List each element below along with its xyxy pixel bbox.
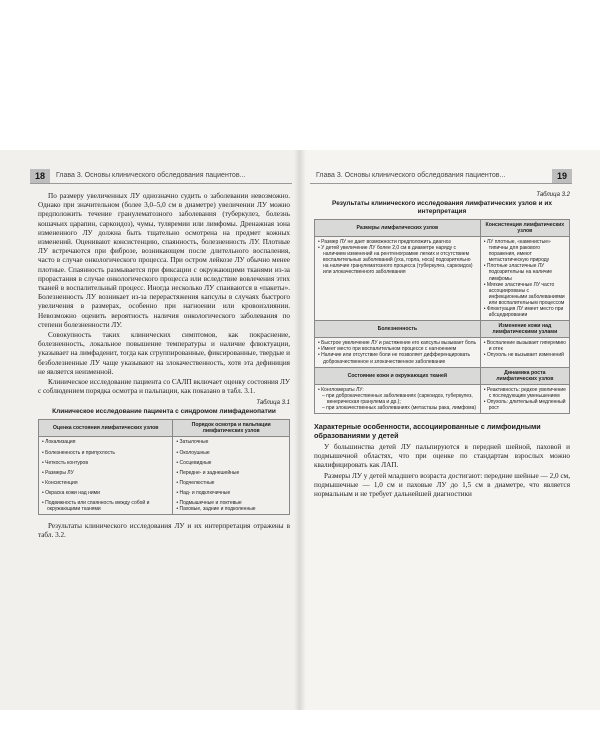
list-item: • Опухоль: длительный медленный рост (483, 398, 566, 411)
right-running-title: Глава 3. Основы клинического обследования пациентов... (316, 172, 506, 179)
list-item: • Наличие или отсутствие боли не позволяет дифференцировать доброкачественное и злокачественное заболевание (318, 352, 471, 365)
list-item: • У детей увеличение ЛУ более 2,0 см в диаметре наряду с наличием изменений на рентгенограмме легких и отсутствием воспалительных заболеваний (уха, горла, носа) подозрительно на наличие гранулематозного процесса (туберкулез, саркоидоз) или злокачественного заболевания (318, 245, 473, 276)
table-cell (173, 498, 290, 515)
left-running-title: Глава 3. Основы клинического обследования пациентов... (56, 172, 246, 179)
table-cell (173, 448, 290, 458)
book-spread (0, 150, 600, 710)
list-item: • Околоушные (176, 449, 210, 456)
list-item: • Над- и подключичные (176, 489, 231, 496)
list-item: • Консистенция (42, 479, 78, 486)
book-gutter-shadow (294, 150, 306, 710)
table-header-row (315, 321, 570, 338)
table-row (315, 384, 570, 413)
table-header-cell: Динамика роста лимфатических узлов (480, 367, 569, 384)
list-item: • Четкость контуров (42, 459, 88, 466)
list-item: • Флюктуация ЛУ имеет место при абсцедировании (483, 306, 564, 319)
table-header-cell: Состояние кожи и окружающих тканей (315, 367, 481, 384)
list-item: • Мягкие эластичные ЛУ часто ассоциированы с инфекционными заболеваниями или воспалительным процессом (483, 281, 565, 306)
list-item: • Паховые, задние и подколенные (176, 506, 256, 513)
right-paragraph-2: Размеры ЛУ у детей младшего возраста достигают: передние шейные — 2,0 см, подмышечные — 1,0 см и паховые ЛУ до 1,5 см в диаметре, что является нормальным и не требует дальнейшей диагностики (314, 471, 570, 498)
table-row (39, 437, 290, 448)
table-header-cell: Размеры лимфатических узлов (315, 220, 481, 237)
right-page-header (310, 168, 572, 184)
list-item: • Передне- и заднешейные (176, 469, 240, 476)
table-row (39, 488, 290, 498)
table-cell (480, 237, 569, 321)
table-header-row (315, 367, 570, 384)
table-cell (173, 458, 290, 468)
list-item: • Подмышечные и локтевые (176, 500, 242, 507)
table-row (315, 338, 570, 367)
table-cell (173, 437, 290, 448)
table-cell (315, 384, 481, 413)
table-cell (480, 384, 569, 413)
list-item: • Сосцевидные (176, 459, 212, 466)
table-header-cell: Изменение кожи над лимфатическими узлами (480, 321, 569, 338)
list-item: • Воспаление вызывает гиперемию и отек (483, 340, 566, 353)
table-header-row (39, 420, 290, 437)
table-cell (39, 437, 173, 448)
table-cell (39, 478, 173, 488)
list-item: • Имеет место при воспалительном процессе с нагноением (318, 346, 457, 353)
table-3-1-label: Таблица 3.1 (256, 400, 290, 407)
list-item: • Размеры ЛУ (42, 469, 74, 476)
right-page (300, 150, 600, 710)
table-row (315, 237, 570, 321)
table-3-2-title: Результаты клинического исследования лимфатических узлов и их интерпретация (332, 200, 552, 215)
table-row (39, 498, 290, 515)
list-item: • Опухоль не вызывает изменений (483, 352, 564, 359)
table-cell (39, 448, 173, 458)
table-header-row (315, 220, 570, 237)
left-page-header (30, 168, 292, 184)
table-cell (315, 338, 481, 367)
right-paragraph-1: У большинства детей ЛУ пальпируются в передней шейной, паховой и подмышечной областях, что при оценке по стандартам взрослых можно квалифицировать как ЛАП. (314, 442, 570, 470)
table-cell (39, 488, 173, 498)
list-item: • Локализация (42, 439, 76, 446)
table-row (39, 448, 290, 458)
list-item: • Размер ЛУ не дает возможности предположить диагноз (318, 239, 451, 245)
table-header-cell: Консистенция лимфатических узлов (480, 220, 569, 237)
left-paragraph-1: По размеру увеличенных ЛУ однозначно судить о заболевании невозможно. Однако при значительном (более 3,0–5,0 см в диаметре) увеличении ЛУ можно предположить течение гранулематозного заболевания (туберкулез, болезнь кошачьих царапин, саркоидоз), чумы, туляремии или лимфомы. Дренажная зона измененного ЛУ должна быть тщательно осмотрена на предмет кожных изменений. Оценивают консистенцию, спаянность, болезненность ЛУ. Плотные ЛУ встречаются при фиброзе, возникающем после длительного воспаления, часто в случае онкологического процесса. При остром лейкозе ЛУ обычно менее плотные. Спаянность размывается при фиксации с окружающими тканями из-за прорастания в случае онкологического процесса или вследствие вовлечения этих тканей в воспалительный процесс. Иногда несколько ЛУ спаиваются в «пакеты». Болезненность ЛУ возникает из-за перерастяжения капсулы в случаях быстрого увеличения в размерах, особенно при нагноении или кровоизлиянии. Невозможно оценить вероятность наличия онкологического заболевания по степени болезненности ЛУ. (38, 192, 290, 329)
list-item: • Затылочные (176, 439, 209, 446)
table-3-1 (38, 419, 290, 515)
table-row (39, 478, 290, 488)
list-item: • Реактивность: редкое увеличение с последующим уменьшением (483, 386, 566, 399)
table-3-1-title: Клиническое исследование пациента с синдромом лимфаденопатии (52, 408, 276, 416)
right-page-body (314, 192, 570, 500)
table-cell (173, 478, 290, 488)
table-cell (480, 338, 569, 367)
list-item: – при злокачественных заболеваниях (метастазы рака, лимфома) (322, 404, 477, 411)
section-heading: Характерные особенности, ассоциированные с лимфоидными образованиями у детей (314, 421, 541, 440)
left-page-body (38, 192, 290, 542)
list-item: – при доброкачественных заболеваниях (саркоидоз, туберкулез, венерическая гранулема и др.); (322, 392, 473, 405)
left-page-number: 18 (30, 169, 50, 183)
list-item: • Подчелюстные (176, 479, 215, 486)
list-item: • Конгломераты ЛУ: (318, 386, 364, 393)
list-item: • Быстрое увеличение ЛУ и растяжение его капсулы вызывает боль (318, 340, 477, 347)
list-item: • Болезненность и припухлость (42, 449, 115, 456)
right-page-number: 19 (552, 169, 572, 183)
list-item: • Подвижность или спаянность между собой и окружающими тканями (42, 500, 150, 513)
table-3-2 (314, 219, 570, 414)
table-cell (39, 458, 173, 468)
list-item: • Плотные эластичные ЛУ подозрительны на наличие лимфомы (483, 263, 553, 282)
table-row (39, 458, 290, 468)
table-header-cell: Порядок осмотра и пальпации лимфатических узлов (173, 420, 290, 437)
table-3-2-label: Таблица 3.2 (536, 192, 570, 198)
left-closing-paragraph: Результаты клинического исследования ЛУ и их интерпретация отражены в табл. 3.2. (38, 522, 290, 540)
table-row (39, 468, 290, 478)
table-cell (173, 488, 290, 498)
table-cell (39, 498, 173, 515)
table-cell (173, 468, 290, 478)
table-cell (39, 468, 173, 478)
table-header-cell: Болезненность (315, 321, 481, 338)
table-header-cell: Оценка состояния лимфатических узлов (39, 420, 173, 437)
left-paragraph-3: Клиническое исследование пациента со САЛП включает оценку состояния ЛУ с соблюдением порядка осмотра и пальпации, как показано в табл. 3.1. (38, 378, 290, 396)
left-page (0, 150, 300, 710)
left-paragraph-2: Совокупность таких клинических симптомов, как покраснение, болезненность, локальное повышение температуры и наличие флюктуации, указывает на лимфаденит, тогда как сгруппированные, фиксированные, твердые и безболезненные ЛУ чаще указывают на злокачественность, хотя эта дефиниция не является неизменной. (38, 331, 290, 376)
list-item: • ЛУ плотные, «каменистые» типичны для ракового поражения, имеют метастатическую природу (483, 239, 551, 264)
list-item: • Окраска кожи над ними (42, 489, 100, 496)
table-cell (315, 237, 481, 321)
